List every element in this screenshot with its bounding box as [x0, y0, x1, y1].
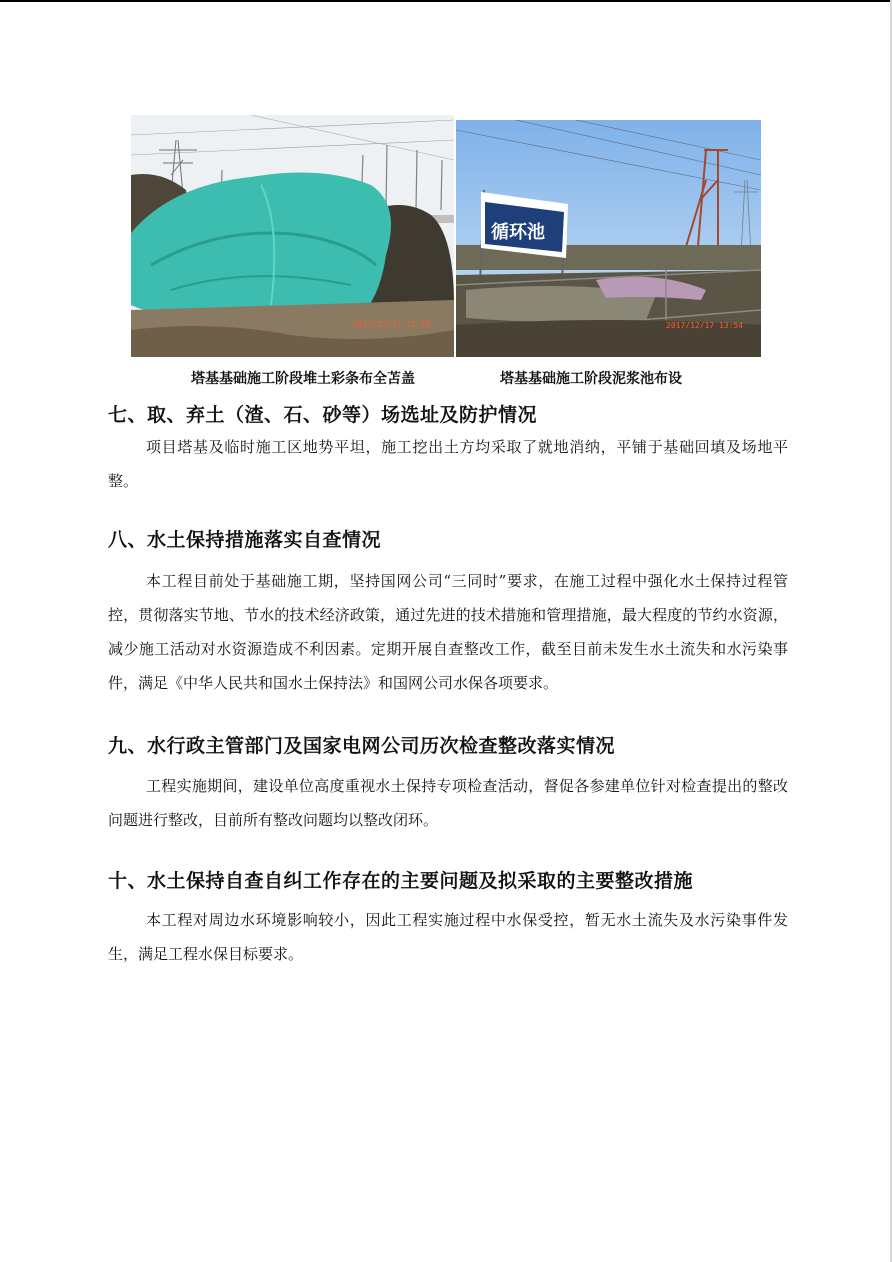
photo-left-timestamp: 2017/12/17 12:39 — [353, 320, 431, 329]
photo-mud-pool — [456, 120, 761, 357]
section-9-heading: 九、水行政主管部门及国家电网公司历次检查整改落实情况 — [108, 735, 616, 757]
section-10-body: 本工程对周边水环境影响较小，因此工程实施过程中水保受控，暂无水土流失及水污染事件发生，满足工程水保目标要求。 — [108, 911, 788, 963]
photo-right-timestamp: 2017/12/17 13:54 — [666, 321, 744, 330]
page-top-border — [0, 0, 892, 2]
section-8-heading: 八、水土保持措施落实自查情况 — [108, 529, 382, 551]
section-8-body: 本工程目前处于基础施工期，坚持国网公司“三同时”要求，在施工过程中强化水土保持过程管控，贯彻落实节地、节水的技术经济政策，通过先进的技术措施和管理措施，最大程度的节约水资源，减少施工活动对水资源造成不利因素。定期开展自查整改工作，截至目前未发生水土流失和水污染事件，满足《中华人民共和国水土保持法》和国网公司水保各项要求。 — [108, 572, 788, 692]
photo-right-caption: 塔基基础施工阶段泥浆池布设 — [500, 371, 682, 387]
section-7-heading: 七、取、弃土（渣、石、砂等）场选址及防护情况 — [108, 404, 538, 426]
photo-covered-soil-pile — [131, 115, 454, 357]
section-9-body: 工程实施期间，建设单位高度重视水土保持专项检查活动，督促各参建单位针对检查提出的整改问题进行整改，目前所有整改问题均以整改闭环。 — [108, 777, 788, 829]
section-10-heading: 十、水土保持自查自纠工作存在的主要问题及拟采取的主要整改措施 — [108, 870, 694, 892]
section-7-body: 项目塔基及临时施工区地势平坦，施工挖出土方均采取了就地消纳，平铺于基础回填及场地平整。 — [108, 438, 788, 490]
sign-text: 循环池 — [491, 222, 545, 243]
photo-left-caption: 塔基基础施工阶段堆土彩条布全苫盖 — [191, 371, 415, 387]
